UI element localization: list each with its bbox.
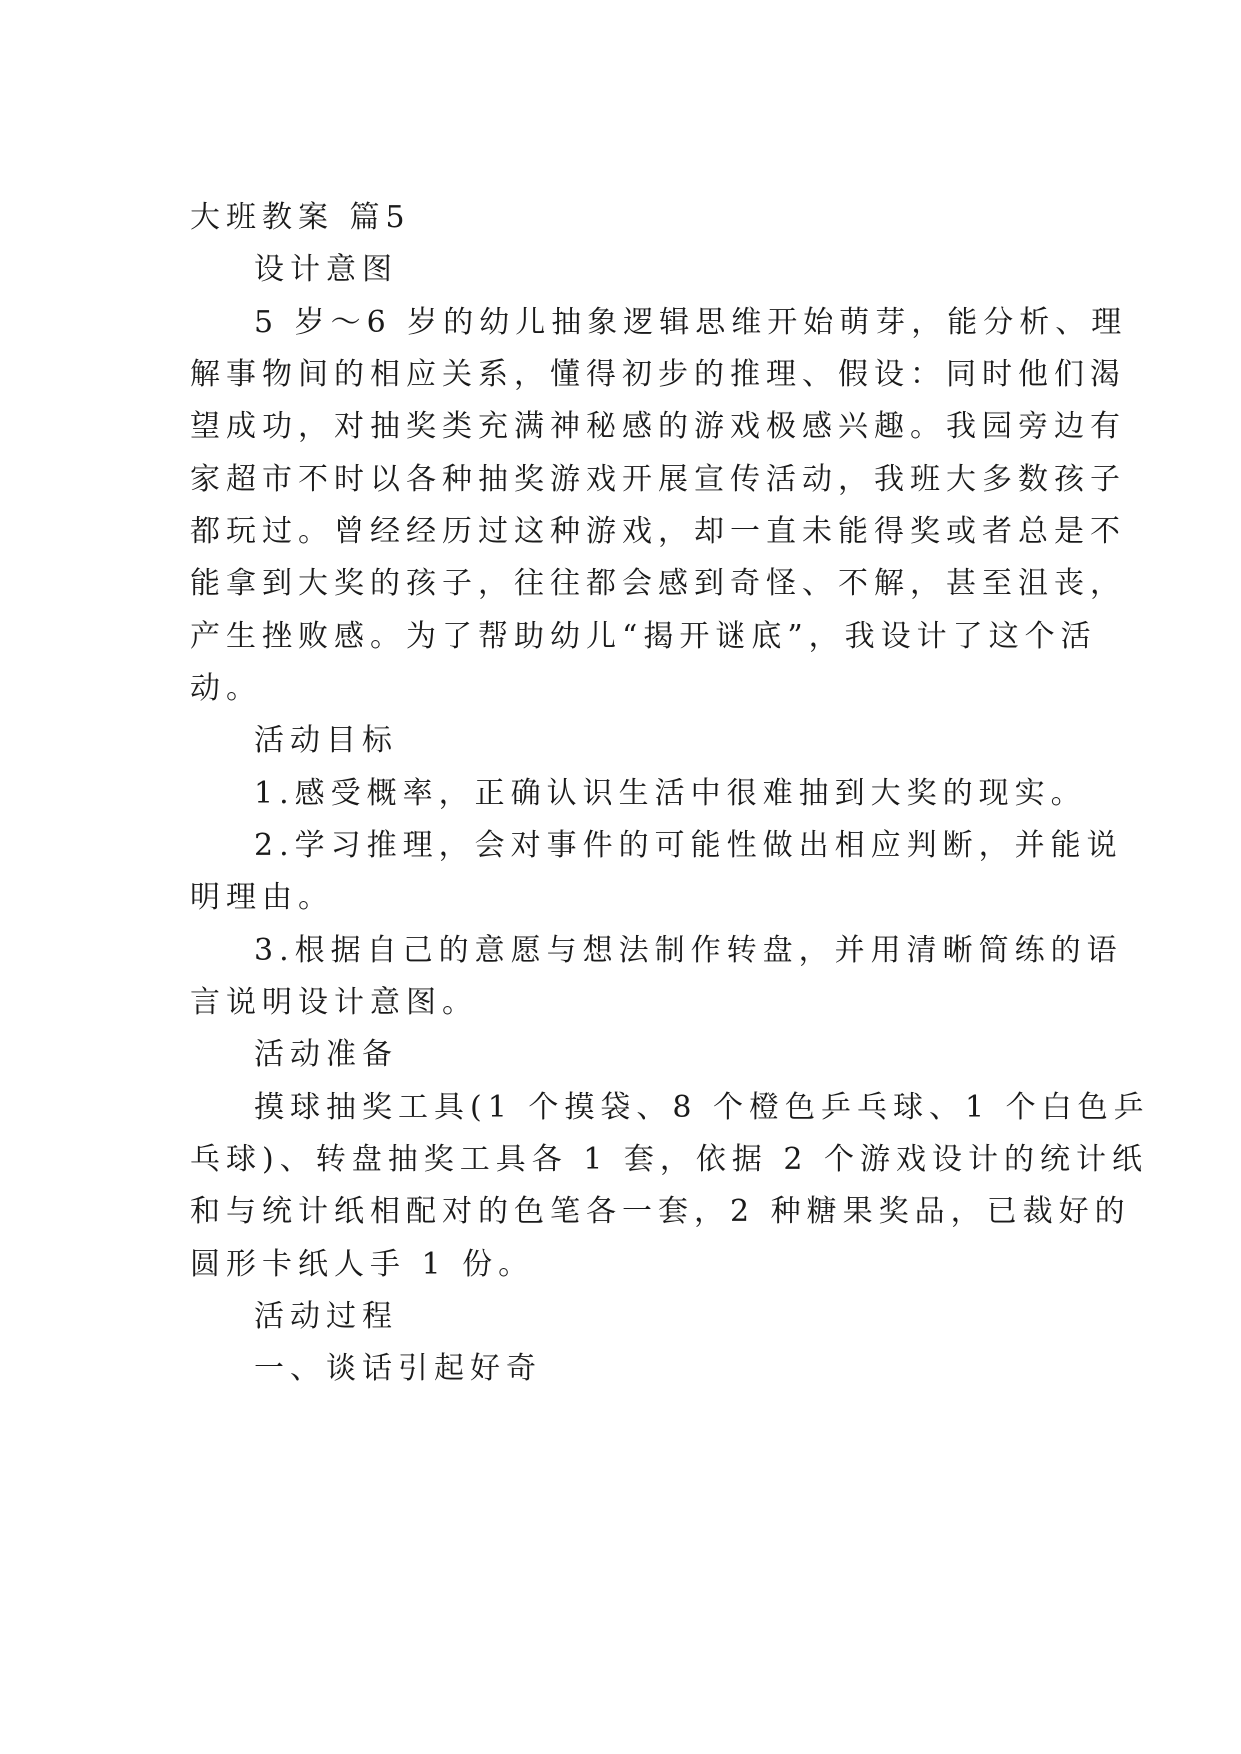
paragraph-line: 能拿到大奖的孩子，往往都会感到奇怪、不解，甚至沮丧， bbox=[190, 566, 1126, 601]
section-title-goals: 活动目标 bbox=[254, 723, 398, 758]
goal-item-3-continued: 言说明设计意图。 bbox=[190, 985, 478, 1020]
paragraph-line: 和与统计纸相配对的色笔各一套，2 种糖果奖品，已裁好的 bbox=[190, 1194, 1131, 1229]
goal-item-2: 2.学习推理，会对事件的可能性做出相应判断，并能说 bbox=[254, 828, 1123, 863]
paragraph-line: 摸球抽奖工具(1 个摸袋、8 个橙色乒乓球、1 个白色乒 bbox=[254, 1090, 1150, 1125]
section-title-design-intent: 设计意图 bbox=[254, 252, 398, 287]
paragraph-line: 5 岁～6 岁的幼儿抽象逻辑思维开始萌芽，能分析、理 bbox=[254, 305, 1128, 340]
section-title-process: 活动过程 bbox=[254, 1299, 398, 1334]
section-title-preparation: 活动准备 bbox=[254, 1037, 398, 1072]
goal-item-2-continued: 明理由。 bbox=[190, 880, 334, 915]
paragraph-line: 望成功，对抽奖类充满神秘感的游戏极感兴趣。我园旁边有 bbox=[190, 409, 1126, 444]
paragraph-line: 解事物间的相应关系，懂得初步的推理、假设：同时他们渴 bbox=[190, 357, 1126, 392]
paragraph-line: 乓球)、转盘抽奖工具各 1 套，依据 2 个游戏设计的统计纸 bbox=[190, 1142, 1149, 1177]
goal-item-1: 1.感受概率，正确认识生活中很难抽到大奖的现实。 bbox=[254, 776, 1087, 811]
paragraph-line: 都玩过。曾经经历过这种游戏，却一直未能得奖或者总是不 bbox=[190, 514, 1126, 549]
paragraph-line: 产生挫败感。为了帮助幼儿“揭开谜底”，我设计了这个活 bbox=[190, 619, 1097, 654]
paragraph-line: 动。 bbox=[190, 671, 262, 706]
process-step-1: 一、谈话引起好奇 bbox=[254, 1351, 542, 1386]
document-heading: 大班教案 篇5 bbox=[190, 200, 411, 235]
paragraph-line: 家超市不时以各种抽奖游戏开展宣传活动，我班大多数孩子 bbox=[190, 462, 1126, 497]
goal-item-3: 3.根据自己的意愿与想法制作转盘，并用清晰简练的语 bbox=[254, 933, 1123, 968]
paragraph-line: 圆形卡纸人手 1 份。 bbox=[190, 1247, 535, 1282]
